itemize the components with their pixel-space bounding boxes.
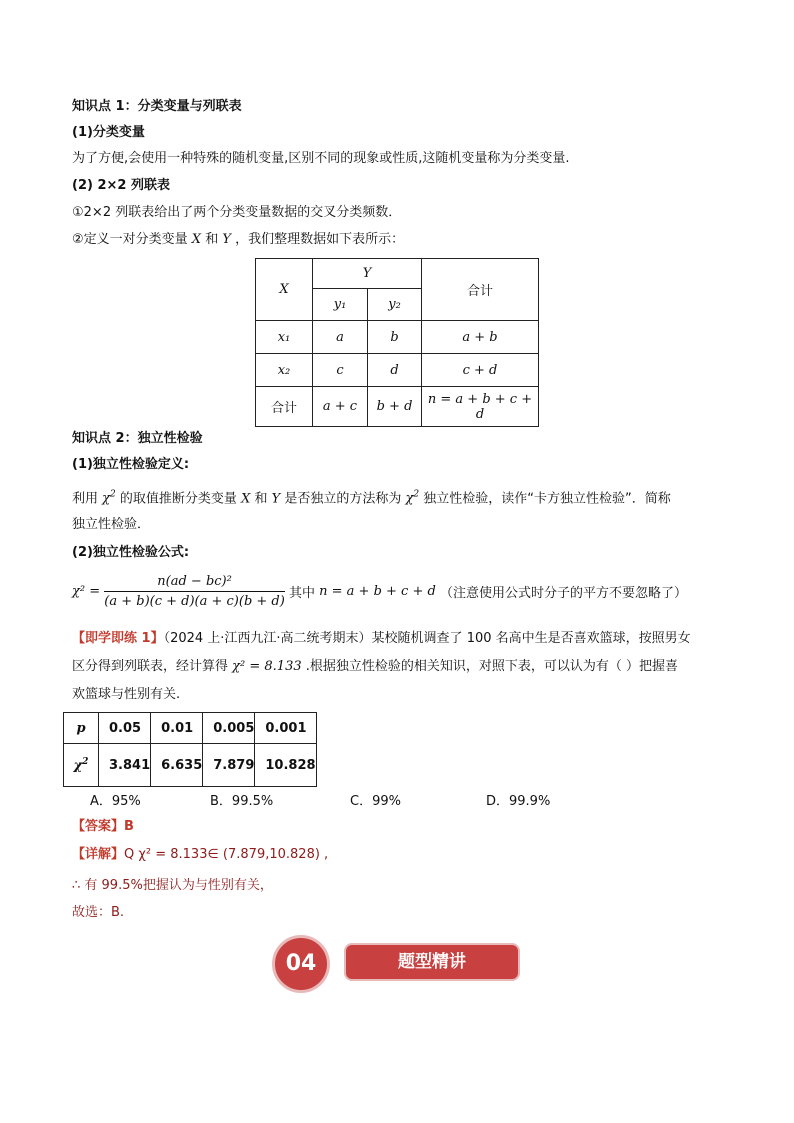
header-total: 合计	[422, 259, 539, 321]
header-y2: y₂	[368, 289, 422, 321]
cell: 6.635	[151, 744, 203, 787]
text-fragment: 利用	[72, 491, 99, 507]
option-c: C．99%	[350, 794, 401, 809]
text-fragment: 是否独立的方法称为	[284, 491, 402, 507]
section-banner	[272, 935, 532, 995]
cell: 0.01	[151, 713, 203, 744]
subsection-independence: (1)独立性检验定义:	[72, 457, 190, 472]
section-number-badge: 04	[272, 935, 330, 993]
paragraph-independence-1	[72, 486, 671, 508]
section-title-2: 知识点 2：独立性检验	[72, 431, 203, 446]
row-label: x₁	[256, 321, 313, 354]
chi-square-symbol: $\chi^2$	[102, 490, 116, 507]
table-row	[256, 321, 539, 354]
formula-denominator: (a + b)(c + d)(a + c)(b + d)	[104, 594, 285, 609]
header-y1: y₁	[313, 289, 368, 321]
exercise-line-3: 欢篮球与性别有关.	[72, 687, 181, 702]
text-fragment: 其中	[288, 586, 315, 601]
chi-square-value: χ² = 8.133	[232, 659, 302, 674]
text-fragment: ，我们整理数据如下表所示：	[235, 232, 405, 247]
header-y: Y	[313, 259, 422, 289]
detail-line-2: ∴ 有 99.5%把握认为与性别有关，	[72, 878, 273, 893]
paragraph-contingency-2	[72, 231, 404, 249]
critical-value-table	[63, 712, 317, 787]
cell: 10.828	[255, 744, 316, 787]
subsection-formula: (2)独立性检验公式:	[72, 545, 190, 560]
formula-lhs: χ² =	[72, 584, 101, 599]
row-label: 合计	[256, 387, 313, 427]
option-d: D．99.9%	[486, 794, 551, 809]
var-y: Y	[271, 491, 281, 507]
text-fragment: .根据独立性检验的相关知识，对照下表，可以认为有（ ）把握喜	[305, 659, 679, 674]
answer-tag: 【答案】	[72, 819, 125, 834]
var-x: X	[241, 491, 251, 507]
text-fragment: 独立性检验，读作“卡方独立性检验”．简称	[423, 491, 671, 507]
cell: a + c	[313, 387, 368, 427]
subsection-contingency: (2) 2×2 列联表	[72, 178, 170, 193]
paragraph-independence-2: 独立性检验．	[72, 517, 151, 532]
answer-line	[72, 818, 134, 836]
answer-value: B	[124, 819, 134, 834]
var-y: Y	[222, 232, 231, 247]
cell: b	[368, 321, 422, 354]
cell-total: n = a + b + c + d	[422, 387, 539, 427]
text-fragment: 和	[254, 491, 268, 507]
cell: 7.879	[203, 744, 255, 787]
cell: a	[313, 321, 368, 354]
text-fragment: 的取值推断分类变量	[119, 491, 237, 507]
paragraph-categorical: 为了方便,会使用一种特殊的随机变量,区别不同的现象或性质,这随机变量称为分类变量.	[72, 151, 570, 166]
table-row	[64, 744, 317, 787]
cell: d	[368, 354, 422, 387]
text-fragment: 区分得到列联表，经计算得	[72, 659, 229, 674]
detail-line-1	[72, 846, 328, 864]
formula-numerator: n(ad − bc)²	[104, 574, 285, 592]
cell: 3.841	[99, 744, 151, 787]
text-fragment: ②定义一对分类变量	[72, 232, 188, 247]
formula-line	[72, 574, 687, 609]
exercise-line-2	[72, 658, 678, 676]
detail-line-3: 故选：B.	[72, 905, 125, 920]
detail-text: Q χ² = 8.133∈ (7.879,10.828) ,	[124, 847, 329, 862]
var-x: X	[191, 232, 202, 247]
cell: 0.001	[255, 713, 316, 744]
chi-square-symbol: $\chi^2$	[405, 490, 420, 507]
table-row	[256, 387, 539, 427]
row-label: x₂	[256, 354, 313, 387]
cell-total: c + d	[422, 354, 539, 387]
text-fragment: （2024 上·江西九江·高二统考期末）某校随机调查了 100 名高中生是否喜欢篮球，按照男女	[163, 631, 691, 646]
exercise-tag: 【即学即练 1】	[72, 631, 164, 646]
cell: c	[313, 354, 368, 387]
paragraph-contingency-1: ①2×2 列联表给出了两个分类变量数据的交叉分类频数．	[72, 205, 402, 220]
table-row	[64, 713, 317, 744]
section-title-1: 知识点 1：分类变量与列联表	[72, 99, 242, 114]
cell: 0.05	[99, 713, 151, 744]
cell: 0.005	[203, 713, 255, 744]
exercise-line-1	[72, 630, 691, 648]
formula-fraction	[104, 574, 285, 609]
row-label: p	[64, 713, 99, 744]
detail-tag: 【详解】	[72, 847, 125, 862]
formula-n: n = a + b + c + d	[319, 584, 436, 599]
option-a: A．95%	[90, 794, 141, 809]
cell: b + d	[368, 387, 422, 427]
section-label-pill: 题型精讲	[344, 943, 520, 981]
header-x: X	[256, 259, 313, 321]
contingency-table	[255, 258, 539, 427]
text-fragment: 和	[205, 232, 219, 247]
option-b: B．99.5%	[210, 794, 274, 809]
cell-total: a + b	[422, 321, 539, 354]
subsection-categorical: (1)分类变量	[72, 125, 145, 140]
row-label: $\chi^2$	[64, 744, 99, 787]
table-row	[256, 354, 539, 387]
formula-note: （注意使用公式时分子的平方不要忽略了）	[439, 586, 687, 601]
